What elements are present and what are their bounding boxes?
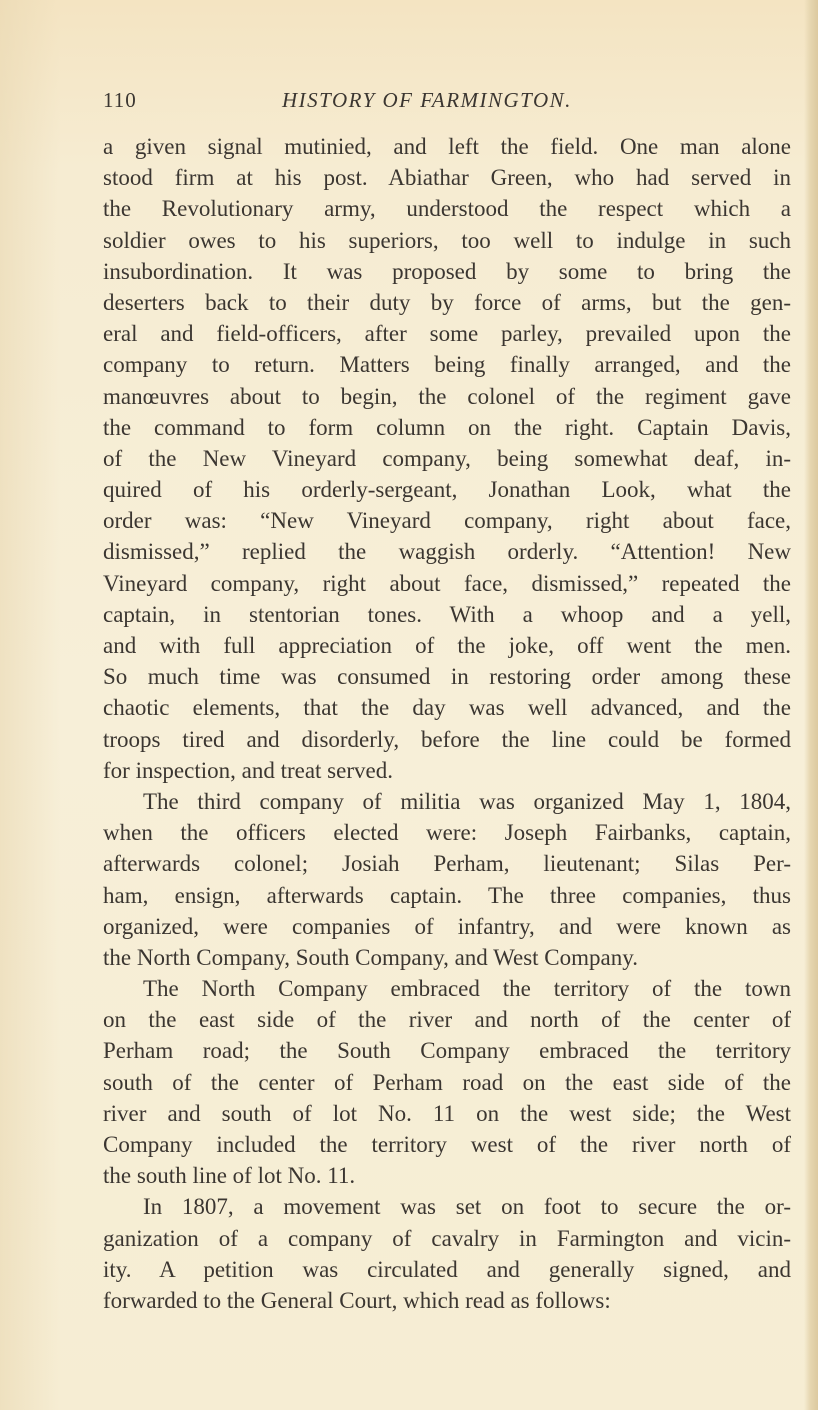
text-line: eral and field-officers, after some parley, prevailed upon the	[103, 321, 791, 347]
text-line: ity. A petition was circulated and generally signed, and	[103, 1256, 791, 1282]
text-line: Vineyard company, right about face, dismissed,” repeated the	[103, 570, 791, 596]
text-line: river and south of lot No. 11 on the west side; the West	[103, 1100, 791, 1126]
text-line: company to return. Matters being finally arranged, and the	[103, 352, 791, 378]
text-line: manœuvres about to begin, the colonel of the regiment gave	[103, 383, 791, 409]
page-left-shading	[0, 0, 60, 1410]
paragraph	[103, 1191, 791, 1316]
page-right-edge-shadow	[804, 0, 818, 1410]
text-line: In 1807, a movement was set on foot to secure the or-	[143, 1194, 791, 1220]
text-line: captain, in stentorian tones. With a whoop and a yell,	[103, 601, 791, 627]
text-line: the command to form column on the right. Captain Davis,	[103, 414, 791, 440]
paragraph	[103, 786, 791, 973]
text-line: soldier owes to his superiors, too well to indulge in such	[103, 227, 791, 253]
page-header	[103, 88, 791, 118]
text-line: forwarded to the General Court, which read as follows:	[103, 1287, 611, 1313]
text-line: organized, were companies of infantry, and were known as	[103, 913, 791, 939]
text-line: The North Company embraced the territory of the town	[143, 976, 791, 1002]
text-line: Company included the territory west of the river north of	[103, 1132, 791, 1157]
text-line: chaotic elements, that the day was well advanced, and the	[103, 695, 791, 721]
text-line: So much time was consumed in restoring order among these	[103, 664, 791, 690]
text-line: insubordination. It was proposed by some to bring the	[103, 258, 791, 284]
text-line: troops tired and disorderly, before the line could be formed	[103, 726, 791, 752]
text-line: The third company of militia was organized May 1, 1804,	[143, 788, 791, 814]
text-line: the Revolutionary army, understood the respect which a	[103, 196, 791, 222]
text-line: the North Company, South Company, and West Company.	[103, 944, 638, 970]
paragraph	[103, 973, 791, 1191]
paragraph	[103, 131, 791, 786]
text-line: order was: “New Vineyard company, right about face,	[103, 508, 791, 534]
body-text	[103, 131, 791, 1316]
running-title: HISTORY OF FARMINGTON.	[282, 88, 572, 112]
text-line: south of the center of Perham road on the east side of the	[103, 1069, 791, 1095]
text-line: stood firm at his post. Abiathar Green, who had served in	[103, 165, 791, 191]
text-line: afterwards colonel; Josiah Perham, lieutenant; Silas Per-	[103, 851, 791, 877]
text-line: when the officers elected were: Joseph Fairbanks, captain,	[103, 820, 791, 846]
text-line: quired of his orderly-sergeant, Jonathan Look, what the	[103, 477, 791, 503]
text-line: ham, ensign, afterwards captain. The three companies, thus	[103, 882, 791, 908]
text-line: deserters back to their duty by force of arms, but the gen-	[103, 289, 791, 315]
text-line: the south line of lot No. 11.	[103, 1163, 356, 1189]
text-line: ganization of a company of cavalry in Farmington and vicin-	[103, 1225, 791, 1251]
text-line: dismissed,” replied the waggish orderly. “Attention! New	[103, 539, 791, 565]
text-line: for inspection, and treat served.	[103, 757, 393, 783]
text-line: a given signal mutinied, and left the field. One man alone	[103, 134, 791, 159]
page-number: 110	[103, 88, 137, 112]
text-line: and with full appreciation of the joke, off went the men.	[103, 633, 791, 658]
text-line: Perham road; the South Company embraced the territory	[103, 1038, 791, 1064]
text-line: of the New Vineyard company, being somewhat deaf, in-	[103, 445, 791, 471]
text-line: on the east side of the river and north of the center of	[103, 1007, 791, 1033]
